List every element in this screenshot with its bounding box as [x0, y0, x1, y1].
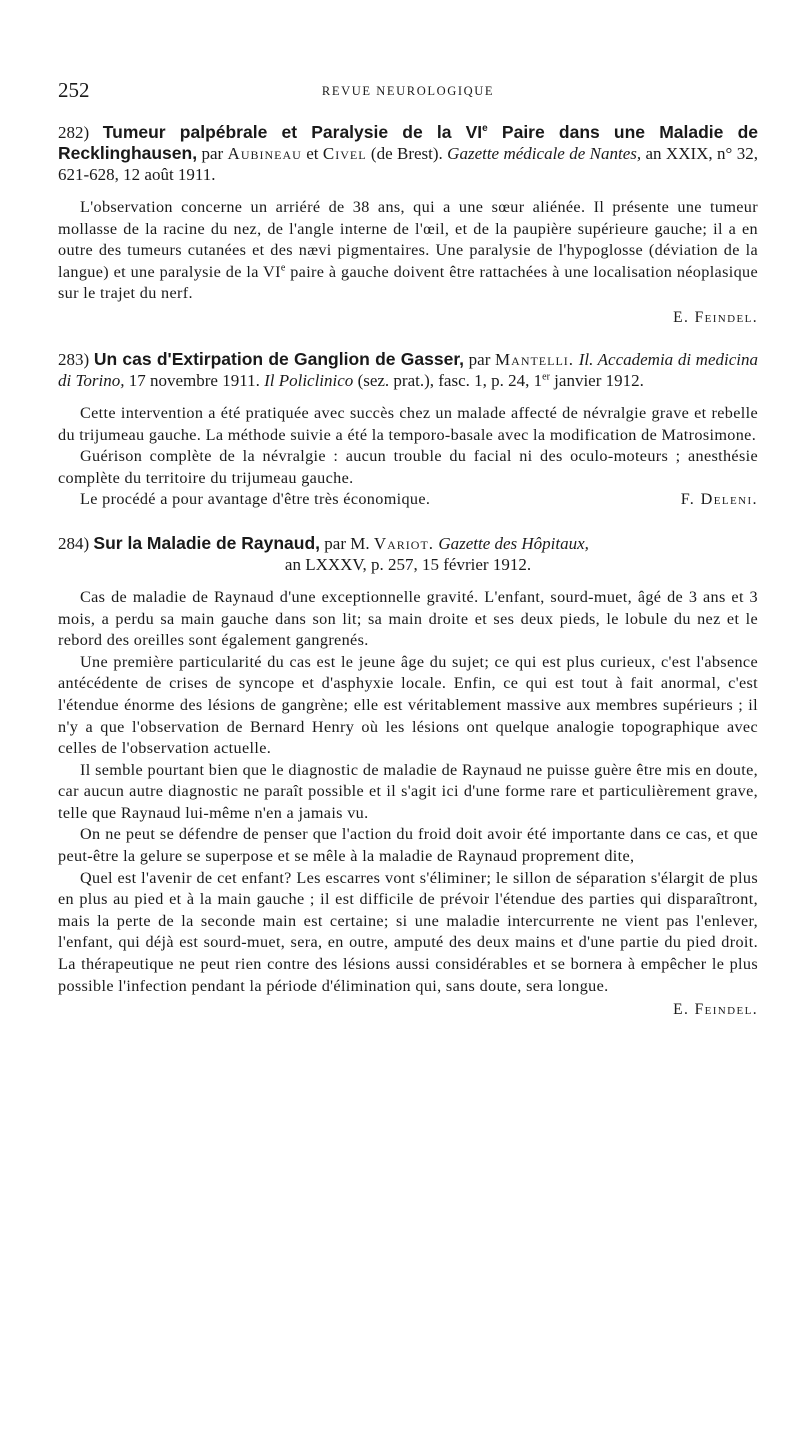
- journal-name: Il. Accademia di medicina di Torino,: [58, 349, 758, 390]
- title-part: Paire dans une Maladie de Recklinghausen,: [58, 122, 758, 163]
- signature: E. Feindel.: [673, 308, 758, 326]
- article-number: 282): [58, 123, 90, 142]
- article-284: [58, 533, 758, 1019]
- article-heading: [58, 122, 758, 185]
- article-282: [58, 122, 758, 327]
- by-word: par M.: [320, 533, 374, 553]
- paragraph: [58, 197, 758, 305]
- page-header: [58, 78, 758, 108]
- text-run: paire à gauche doivent être rattachées à une localisation néoplasique sur le trajet du nerf.: [58, 262, 758, 303]
- author-name: Aubineau: [227, 144, 302, 163]
- signature: E. Feindel.: [673, 1001, 758, 1019]
- superscript: e: [280, 262, 286, 274]
- reference: 17 novembre 1911.: [124, 370, 265, 390]
- reference: an LXXXV, p. 257, 15 février 1912.: [284, 554, 532, 574]
- author-affiliation: (de Brest).: [366, 144, 448, 163]
- text-run: Le procédé a pour avantage d'être très économique.: [80, 490, 431, 509]
- article-title: Sur la Maladie de Raynaud,: [93, 532, 321, 553]
- paragraph: On ne peut se défendre de penser que l'action du froid doit avoir été importante dans ce cas, et que peut-être la gelure se superpose et se mêle à la maladie de Raynaud proprement dite,: [58, 825, 758, 866]
- by-word: par: [197, 144, 228, 163]
- paragraph: [58, 489, 758, 511]
- article-283: [58, 349, 758, 511]
- paragraph: Guérison complète de la névralgie : aucun trouble du facial ni des oculo-moteurs ; anesthésie complète du territoire du trijumeau gauche.: [58, 447, 758, 487]
- article-number: 284): [58, 533, 90, 553]
- and-word: et: [301, 144, 323, 163]
- paragraph: Il semble pourtant bien que le diagnostic de maladie de Raynaud ne puisse guère être mis en doute, car aucun autre diagnostic ne paraît possible et il s'agit ici d'une forme rare et particulièrement grave, telle que Raynaud lui-même n'en a jamais vu.: [58, 760, 758, 822]
- journal-page: [58, 78, 758, 1019]
- reference-end: janvier 1912.: [549, 370, 644, 390]
- article-number: 283): [58, 349, 90, 369]
- signature: F. Deleni.: [680, 490, 758, 509]
- article-heading: [58, 349, 758, 391]
- author-name-2: Civel: [322, 144, 367, 163]
- paragraph: Cas de maladie de Raynaud d'une exceptionnelle gravité. L'enfant, sourd-muet, âgé de 3 ans et 3 mois, a perdu sa main gauche dans son lit; sa main droite et ses deux pieds, le lobule du nez et le rebord des oreilles sont également gangrenés.: [58, 587, 758, 650]
- reference: an XXIX, n° 32, 621-628, 12 août 1911.: [58, 144, 758, 184]
- running-title: REVUE NEUROLOGIQUE: [321, 84, 495, 98]
- journal-name-2: Il Policlinico: [264, 370, 354, 390]
- paragraph: Quel est l'avenir de cet enfant? Les escarres vont s'éliminer; le sillon de séparation s'élargit de plus en plus au pied et à la main gauche ; il est difficile de prévoir l'étendue des parties qui disparaîtront, mais la perte de la seconde main est certaine; si une maladie intercurrente ne vient pas l'enlever, l'enfant, qui déjà est sourd-muet, sera, en outre, amputé des deux mains et d'une partie du pied droit. La thérapeutique ne peut rien contre des lésions aussi considérables et se bornera à empêcher le plus possible l'infection pendant la période d'élimination qui, sans doute, sera longue.: [58, 868, 758, 995]
- article-heading: [58, 533, 758, 575]
- journal-name: Gazette des Hôpitaux,: [434, 533, 589, 553]
- page-number: 252: [58, 78, 90, 102]
- article-title: Un cas d'Extirpation de Ganglion de Gasser,: [93, 348, 465, 369]
- title-superscript: e: [482, 123, 488, 135]
- by-word: par: [464, 349, 496, 369]
- journal-name: Gazette médicale de Nantes,: [447, 144, 642, 163]
- superscript: er: [542, 371, 550, 383]
- author-name: Mantelli.: [495, 349, 575, 369]
- paragraph: Cette intervention a été pratiquée avec succès chez un malade affecté de névralgie grave et rebelle du trijumeau gauche. La méthode suivie a été la temporo-basale avec la modification de Matrosimone.: [58, 403, 758, 444]
- author-name: Variot.: [373, 533, 435, 553]
- title-part: Tumeur palpébrale et Paralysie de la VI: [102, 122, 483, 142]
- paragraph: Une première particularité du cas est le jeune âge du sujet; ce qui est plus curieux, c'est l'absence antécédente de crises de syncope et d'asphyxie locale. Enfin, ce qui est tout à fait anormal, c'est l'étendue énorme des lésions de gangrène; elle est véritablement massive aux membres supérieurs ; il n'y a que l'observation de Bernard Henry où les lésions ont quelque analogie topographique avec celles de l'observation actuelle.: [58, 652, 758, 758]
- text-run: L'observation concerne un arriéré de 38 ans, qui a une sœur aliénée. Il présente une tumeur mollasse de la racine du nez, de l'angle interne de l'œil, et de la paupière supérieure gauche; il a en outre des tumeurs cutanées et des nævi pigmentaires. Une paralysie de l'hypoglosse (déviation de la langue) et une paralysie de la VI: [58, 198, 758, 281]
- reference-2: (sez. prat.), fasc. 1, p. 24, 1: [353, 370, 543, 390]
